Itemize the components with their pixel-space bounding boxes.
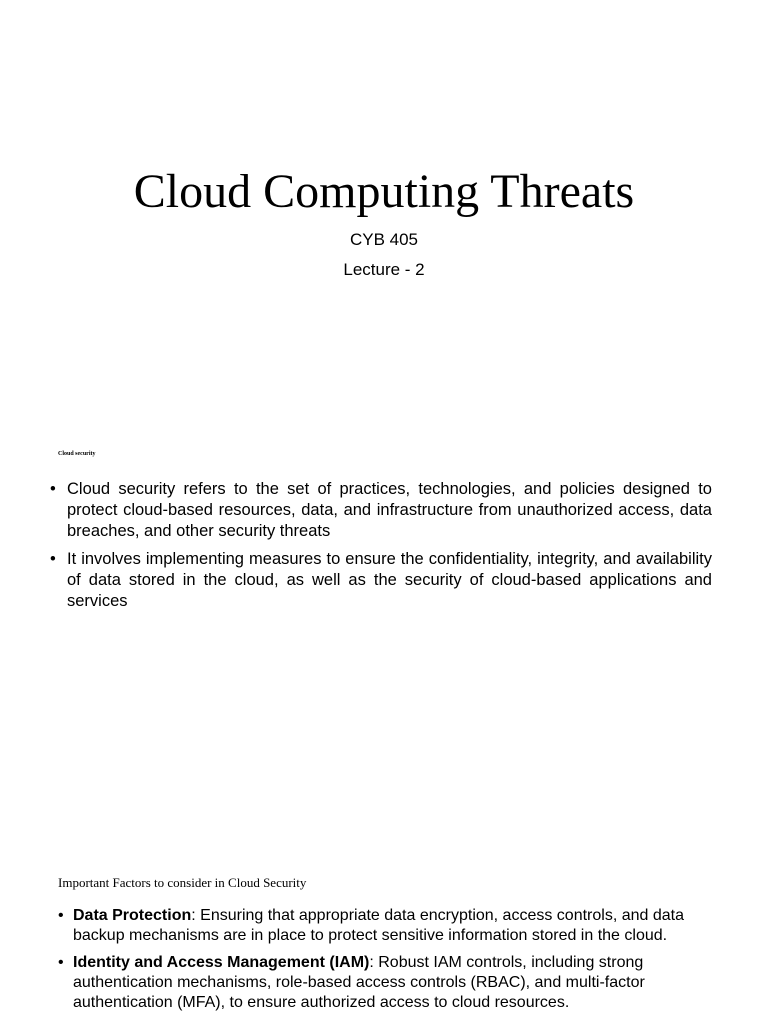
- bullet-text: It involves implementing measures to ensure the confidentiality, integrity, and availability of data stored in the cloud, as well as the security of cloud-based applications and services: [67, 550, 712, 610]
- bullet-icon: •: [50, 550, 56, 568]
- lecture-number: Lecture - 2: [343, 260, 425, 279]
- bullet-item: [58, 953, 708, 1013]
- bullet-icon: •: [58, 907, 64, 924]
- bullet-text: : Robust IAM controls, including strong authentication mechanisms, role-based access controls (RBAC), and multi-factor authentication (MFA), to ensure authorized access to cloud resources.: [73, 954, 645, 1011]
- slide-title: Cloud Computing Threats: [133, 165, 635, 218]
- bullet-icon: •: [50, 480, 56, 498]
- important-factors-bullet-list: [58, 906, 708, 1020]
- bullet-term: Data Protection: [73, 907, 192, 924]
- bullet-term: Identity and Access Management (IAM): [73, 954, 370, 971]
- bullet-text: : Ensuring that appropriate data encryption, access controls, and data backup mechanisms are in place to protect sensitive information stored in the cloud.: [73, 907, 684, 944]
- bullet-item: [50, 549, 712, 612]
- bullet-item: [50, 479, 712, 542]
- bullet-icon: •: [58, 954, 64, 971]
- cloud-security-bullet-list: [50, 479, 712, 619]
- section-heading-cloud-security: Cloud security: [58, 451, 96, 457]
- bullet-item: [58, 906, 708, 946]
- section-heading-important-factors: Important Factors to consider in Cloud Security: [58, 875, 307, 890]
- course-code: CYB 405: [349, 230, 419, 249]
- bullet-text: Cloud security refers to the set of practices, technologies, and policies designed to protect cloud-based resources, data, and infrastructure from unauthorized access, data breaches, and other security threats: [67, 480, 712, 540]
